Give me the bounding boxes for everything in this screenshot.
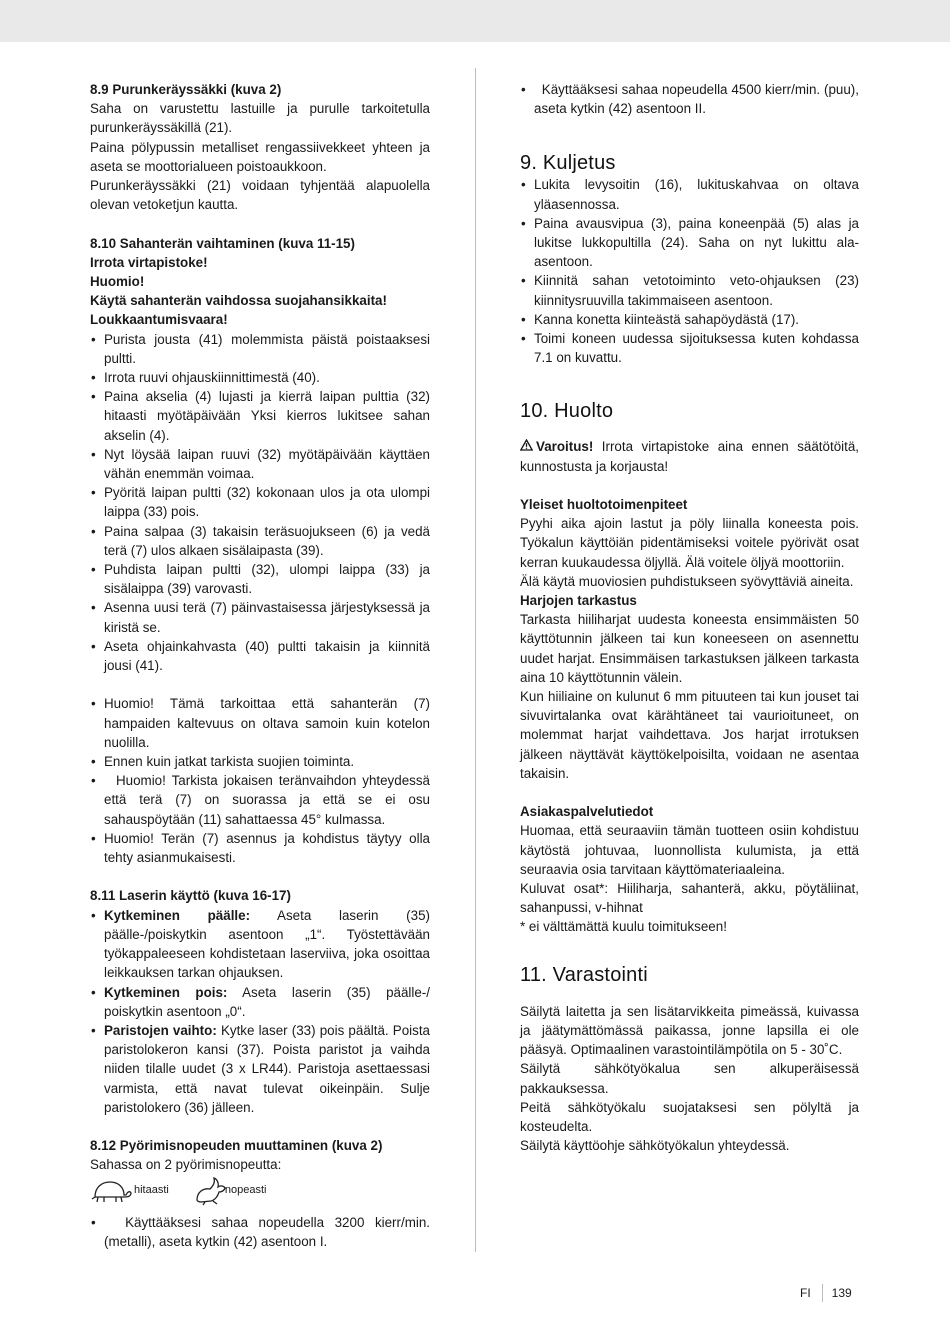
list-item: • Käyttääksesi sahaa nopeudella 3200 kierr/min. (metalli), aseta kytkin (42) asentoon I. bbox=[90, 1213, 430, 1251]
list-item-text: Kytke laser (33) pois päältä. Poista paristolokeron kansi (37). Poista paristot ja vaihda niiden tilalle uudet (3 x LR44). Paristoja asettaessasi varmista, että navat tulevat oikeinpäin. Sulje paristolokero (36) jälleen. bbox=[104, 1022, 431, 1115]
section-8-9-text-2: Paina pölypussin metalliset rengassiivekkeet yhteen ja aseta se moottorialueen poistoaukkoon. bbox=[90, 139, 430, 174]
storage-text-4: Säilytä käyttöohje sähkötyökalun yhteydessä. bbox=[520, 1138, 790, 1154]
laser-steps bbox=[90, 906, 430, 1117]
warning-injury: Loukkaantumisvaara! bbox=[90, 312, 228, 328]
list-item: • Paina salpaa (3) takaisin teräsuojukseen (6) ja vedä terä (7) ulos alkaen sisälaipasta (39). bbox=[90, 522, 430, 560]
storage-text-3: Peitä sähkötyökalu suojataksesi sen pölyltä ja kosteudelta. bbox=[520, 1099, 859, 1134]
warning-triangle-icon bbox=[520, 437, 533, 456]
transport-steps bbox=[520, 175, 859, 367]
warning-unplug: Irrota virtapistoke! bbox=[90, 254, 208, 270]
right-column bbox=[520, 80, 863, 1155]
list-item: • Aseta ohjainkahvasta (40) pultti takaisin ja kiinnitä jousi (41). bbox=[90, 637, 430, 675]
list-item-bold: Kytkeminen pois: bbox=[104, 984, 228, 1000]
list-item-bold: Paristojen vaihto: bbox=[104, 1022, 217, 1038]
list-item bbox=[90, 906, 430, 983]
list-item: • Asenna uusi terä (7) päinvastaisessa järjestyksessä ja kiristä se. bbox=[90, 598, 430, 636]
section-8-10-heading: 8.10 Sahanterän vaihtaminen (kuva 11-15) bbox=[90, 235, 355, 251]
warning-gloves: Käytä sahanterän vaihdossa suojahansikkaita! bbox=[90, 293, 387, 309]
section-8-12-heading: 8.12 Pyörimisnopeuden muuttaminen (kuva 2) bbox=[90, 1138, 383, 1154]
list-item: • Purista jousta (41) molemmista päistä poistaaksesi pultti. bbox=[90, 330, 430, 368]
delivery-note: * ei välttämättä kuulu toimitukseen! bbox=[520, 919, 727, 935]
warning-attention: Huomio! bbox=[90, 274, 145, 290]
list-item-bold: Kytkeminen päälle: bbox=[104, 907, 251, 923]
storage-text-1: Säilytä laitetta ja sen lisätarvikkeita pimeässä, kuivassa ja jäätymättömässä paikassa, jonne lapsilla ei ole pääsyä. Optimaalinen varastointilämpötila on 5 - 30˚C. bbox=[520, 1003, 859, 1058]
list-item: • Lukita levysoitin (16), lukituskahvaa on oltava yläasennossa. bbox=[520, 175, 859, 213]
list-item: • Kiinnitä sahan vetotoiminto veto-ohjauksen (23) kiinnitysruuvilla takimmaiseen asentoon. bbox=[520, 271, 859, 309]
list-item: • Nyt löysää laipan ruuvi (32) myötäpäivään käyttäen vähän enemmän voimaa. bbox=[90, 445, 430, 483]
list-item: • Kanna konetta kiinteästä sahapöydästä (17). bbox=[520, 310, 859, 329]
fast-label: nopeasti bbox=[224, 1183, 267, 1196]
left-column bbox=[90, 80, 434, 1251]
customer-service-heading: Asiakaspalvelutiedot bbox=[520, 804, 654, 820]
speed-steps bbox=[90, 1213, 434, 1251]
list-item: • Käyttääksesi sahaa nopeudella 4500 kierr/min. (puu), aseta kytkin (42) asentoon II. bbox=[520, 80, 859, 118]
general-maintenance-text-2: Älä käytä muoviosien puhdistukseen syövyttäviä aineita. bbox=[520, 573, 854, 589]
speed-steps-continued bbox=[520, 80, 863, 118]
list-item: • Toimi koneen uudessa sijoituksessa kuten kohdassa 7.1 on kuvattu. bbox=[520, 329, 859, 367]
wear-parts-text: Kuluvat osat*: Hiiliharja, sahanterä, akku, pöytäliinat, sahanpussi, v-hihnat bbox=[520, 881, 859, 916]
section-8-9-text-3: Purunkeräyssäkki (21) voidaan tyhjentää alapuolella olevan vetoketjun kautta. bbox=[90, 178, 430, 213]
warning-text: Irrota virtapistoke aina ennen säätötöitä, kunnostusta ja korjausta! bbox=[520, 439, 859, 474]
section-8-9-text-1: Saha on varustettu lastuille ja purulle tarkoitetulla purunkeräyssäkillä (21). bbox=[90, 101, 430, 136]
warning-label: Varoitus! bbox=[536, 439, 594, 455]
list-item bbox=[90, 1021, 430, 1117]
section-11-heading: 11. Varastointi bbox=[520, 963, 648, 986]
column-divider bbox=[475, 68, 476, 1252]
rabbit-icon bbox=[193, 1176, 227, 1206]
section-9-heading: 9. Kuljetus bbox=[520, 152, 616, 175]
section-8-9-heading: 8.9 Purunkeräyssäkki (kuva 2) bbox=[90, 82, 282, 97]
list-item: • Paina akselia (4) lujasti ja kierrä laipan pulttia (32) hitaasti myötäpäivään Yksi kierros lukitsee sahan akselin (4). bbox=[90, 387, 430, 445]
page-footer bbox=[800, 1283, 852, 1303]
list-item: • Irrota ruuvi ohjauskiinnittimestä (40). bbox=[90, 368, 430, 387]
blade-change-steps bbox=[90, 330, 430, 676]
brush-check-heading: Harjojen tarkastus bbox=[520, 593, 637, 609]
language-code: FI bbox=[800, 1286, 811, 1300]
list-item bbox=[90, 983, 430, 1021]
slow-label: hitaasti bbox=[134, 1183, 169, 1196]
general-maintenance-heading: Yleiset huoltotoimenpiteet bbox=[520, 497, 688, 513]
list-item: • Huomio! Terän (7) asennus ja kohdistus täytyy olla tehty asianmukaisesti. bbox=[90, 829, 430, 867]
list-item: • Pyöritä laipan pultti (32) kokonaan ulos ja ota ulompi laippa (33) pois. bbox=[90, 483, 430, 521]
list-item: • Paina avausvipua (3), paina koneenpää (5) alas ja lukitse lukkopultilla (24). Saha on nyt lukittu ala-asentoon. bbox=[520, 214, 859, 272]
section-10-heading: 10. Huolto bbox=[520, 400, 614, 423]
footer-separator bbox=[822, 1284, 823, 1302]
section-8-11-heading: 8.11 Laserin käyttö (kuva 16-17) bbox=[90, 888, 291, 904]
blade-change-notes bbox=[90, 694, 434, 867]
list-item-text: Aseta laserin (35) päälle-/poiskytkin asentoon „1“. Työstettävään työkappaleeseen kohdistetaan laserviiva, joka osoittaa leikkauksen tarkan ohjauksen. bbox=[104, 907, 430, 981]
list-item: • Ennen kuin jatkat tarkista suojien toiminta. bbox=[90, 752, 430, 771]
list-item: • Huomio! Tarkista jokaisen teränvaihdon yhteydessä että terä (7) on suorassa ja että se ei osu sahauspöytään (11) sahattaessa 45° kulmassa. bbox=[90, 771, 430, 829]
speed-legend bbox=[90, 1175, 430, 1207]
brush-check-text-2: Kun hiiliaine on kulunut 6 mm pituuteen tai kun jouset tai sivuvirtalanka ovat kärähtäneet tai vaurioituneet, on molemmat harjat vaihdettava. Jos harjat irrotuksen jälkeen näyttävät käyttökelpoisilta, voidaan ne asentaa takaisin. bbox=[520, 689, 859, 781]
storage-text-2: Säilytä sähkötyökalua sen alkuperäisessä pakkauksessa. bbox=[520, 1061, 859, 1096]
turtle-icon bbox=[90, 1177, 132, 1205]
customer-service-text: Huomaa, että seuraaviin tämän tuotteen osiin kohdistuu käytöstä johtuvaa, luonnollista kulumista, ja että seuraavia osia tarvitaan käyttömateriaaleina. bbox=[520, 823, 859, 877]
general-maintenance-text: Pyyhi aika ajoin lastut ja pöly liinalla koneesta pois. Työkalun käyttöiän pidentämiseksi voitele pyörivät osat kerran kuukaudessa öljyllä. Älä voitele öljyä moottoriin. bbox=[520, 516, 859, 570]
list-item: • Puhdista laipan pultti (32), ulompi laippa (33) ja sisälaippa (39) varovasti. bbox=[90, 560, 430, 598]
maintenance-warning bbox=[520, 437, 859, 475]
list-item: • Huomio! Tämä tarkoittaa että sahanterän (7) hampaiden kaltevuus on oltava samoin kuin kotelon nuolilla. bbox=[90, 694, 430, 752]
top-header-band bbox=[0, 0, 950, 42]
brush-check-text: Tarkasta hiiliharjat uudesta koneesta ensimmäisten 50 käyttötunnin jälkeen tai kun koneeseen on asennettu uudet harjat. Ensimmäisen tarkastuksen jälkeen tarkasta aina 10 käyttötunnin välein. bbox=[520, 612, 859, 685]
speed-intro: Sahassa on 2 pyörimisnopeutta: bbox=[90, 1157, 282, 1173]
list-item-text: Aseta laserin (35) päälle-/ poiskytkin asentoon „0“. bbox=[104, 984, 430, 1019]
page-number: 139 bbox=[831, 1286, 852, 1300]
